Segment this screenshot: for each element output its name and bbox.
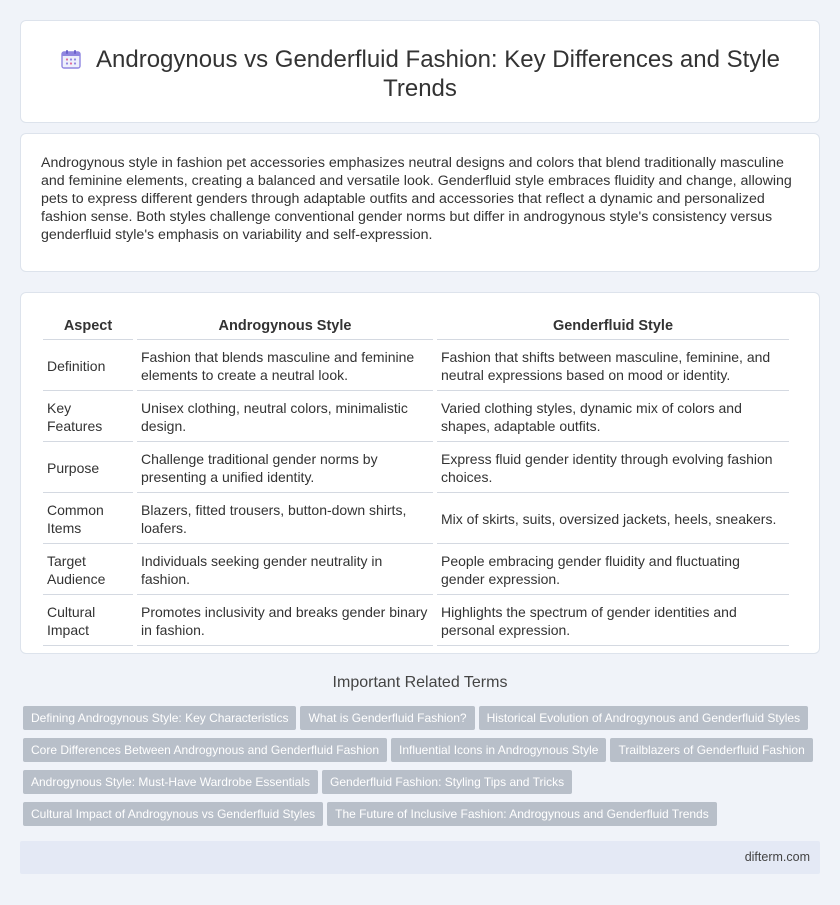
table-row — [43, 340, 789, 391]
related-term-tag[interactable]: Cultural Impact of Androgynous vs Genderfluid Styles — [23, 802, 323, 826]
row-genderfluid: Express fluid gender identity through evolving fashion choices. — [437, 442, 789, 493]
related-terms-list — [23, 706, 823, 834]
table-row — [43, 544, 789, 595]
row-genderfluid: Highlights the spectrum of gender identities and personal expression. — [437, 595, 789, 646]
row-androgynous: Fashion that blends masculine and feminine elements to create a neutral look. — [137, 340, 433, 391]
related-term-tag[interactable]: Androgynous Style: Must-Have Wardrobe Essentials — [23, 770, 318, 794]
related-term-tag[interactable]: The Future of Inclusive Fashion: Androgynous and Genderfluid Trends — [327, 802, 717, 826]
header-genderfluid: Genderfluid Style — [437, 311, 789, 340]
table-row — [43, 595, 789, 646]
row-androgynous: Promotes inclusivity and breaks gender binary in fashion. — [137, 595, 433, 646]
comparison-table-card — [20, 292, 820, 654]
row-genderfluid: People embracing gender fluidity and fluctuating gender expression. — [437, 544, 789, 595]
related-term-tag[interactable]: Core Differences Between Androgynous and Genderfluid Fashion — [23, 738, 387, 762]
footer-bar — [20, 841, 820, 874]
title-card — [20, 20, 820, 123]
row-androgynous: Challenge traditional gender norms by presenting a unified identity. — [137, 442, 433, 493]
row-genderfluid: Mix of skirts, suits, oversized jackets, heels, sneakers. — [437, 493, 789, 544]
table-row — [43, 391, 789, 442]
row-aspect: Definition — [43, 340, 133, 391]
table-row — [43, 442, 789, 493]
related-terms-heading: Important Related Terms — [332, 674, 508, 691]
row-genderfluid: Varied clothing styles, dynamic mix of colors and shapes, adaptable outfits. — [437, 391, 789, 442]
intro-card — [20, 133, 820, 272]
row-aspect: Purpose — [43, 442, 133, 493]
table-header-row — [43, 311, 789, 340]
row-aspect: Cultural Impact — [43, 595, 133, 646]
header-aspect: Aspect — [43, 311, 133, 340]
comparison-table — [39, 311, 793, 646]
row-aspect: Common Items — [43, 493, 133, 544]
footer-site-link[interactable]: difterm.com — [744, 850, 810, 864]
calendar-icon — [60, 48, 82, 70]
related-term-tag[interactable]: Defining Androgynous Style: Key Characteristics — [23, 706, 296, 730]
related-term-tag[interactable]: Trailblazers of Genderfluid Fashion — [610, 738, 812, 762]
page-title: Androgynous vs Genderfluid Fashion: Key Differences and Style Trends — [96, 46, 780, 102]
related-term-tag[interactable]: What is Genderfluid Fashion? — [300, 706, 474, 730]
row-aspect: Target Audience — [43, 544, 133, 595]
title-row — [21, 45, 819, 103]
row-androgynous: Individuals seeking gender neutrality in fashion. — [137, 544, 433, 595]
related-term-tag[interactable]: Influential Icons in Androgynous Style — [391, 738, 606, 762]
related-term-tag[interactable]: Historical Evolution of Androgynous and Genderfluid Styles — [479, 706, 809, 730]
row-genderfluid: Fashion that shifts between masculine, feminine, and neutral expressions based on mood or identity. — [437, 340, 789, 391]
table-row — [43, 493, 789, 544]
row-androgynous: Unisex clothing, neutral colors, minimalistic design. — [137, 391, 433, 442]
row-aspect: Key Features — [43, 391, 133, 442]
intro-paragraph: Androgynous style in fashion pet accessories emphasizes neutral designs and colors that blend traditionally masculine and feminine elements, creating a balanced and versatile look. Genderfluid style embraces fluidity and change, allowing pets to express different genders through adaptable outfits and accessories that reflect a dynamic and personalized fashion sense. Both styles challenge conventional gender norms but differ in androgynous style's consistency versus genderfluid style's emphasis on variability and self-expression. — [41, 155, 792, 243]
header-androgynous: Androgynous Style — [137, 311, 433, 340]
related-term-tag[interactable]: Genderfluid Fashion: Styling Tips and Tricks — [322, 770, 572, 794]
row-androgynous: Blazers, fitted trousers, button-down shirts, loafers. — [137, 493, 433, 544]
